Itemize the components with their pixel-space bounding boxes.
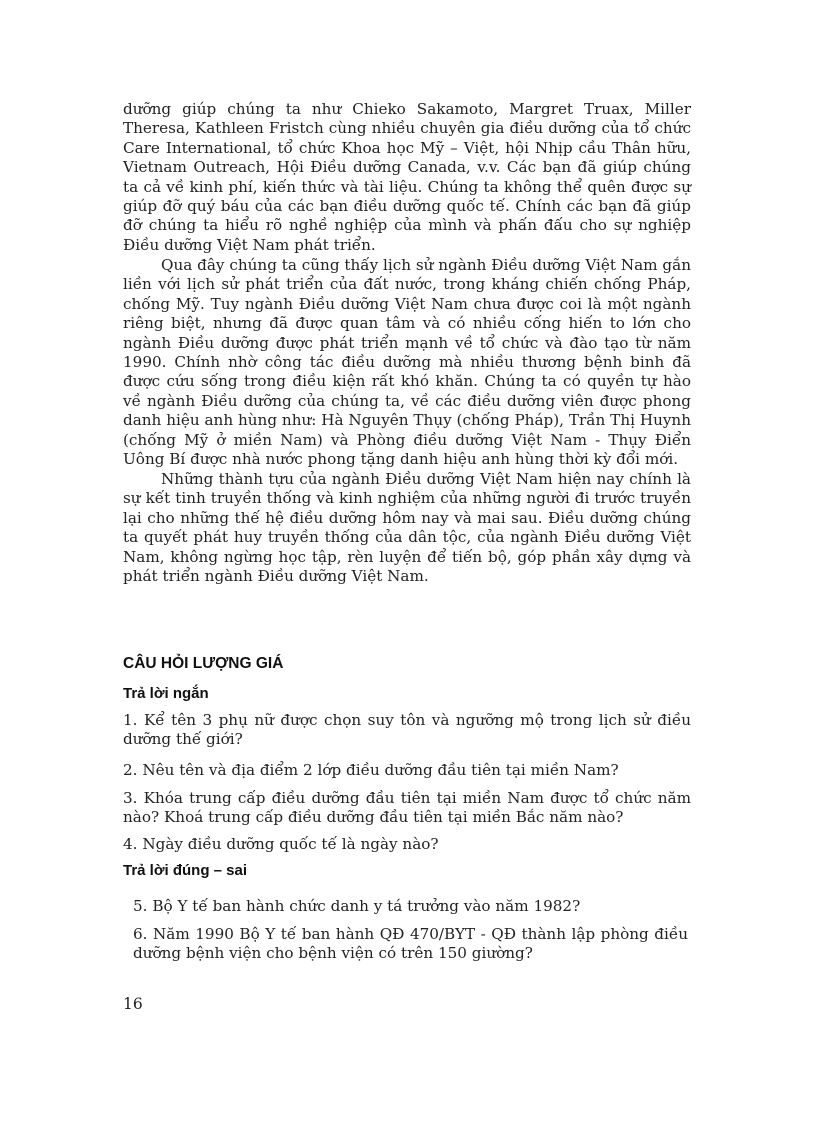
paragraph-international-support: dưỡng giúp chúng ta như Chieko Sakamoto, Margret Truax, Miller Theresa, Kathleen Fristch cùng nhiều chuyên gia điều dưỡng của tổ chức Care International, tổ chức Khoa học Mỹ – Việt, hội Nhịp cầu Thân hữu, Vietnam Outreach, Hội Điều dưỡng Canada, v.v. Các bạn đã giúp chúng ta cả về kinh phí, kiến thức và tài liệu. Chúng ta không thể quên được sự giúp đỡ quý báu của các bạn điều dưỡng quốc tế. Chính các bạn đã giúp đỡ chúng ta hiểu rõ nghề nghiệp của mình và phấn đấu cho sự nghiệp Điều dưỡng Việt Nam phát triển.: [123, 100, 691, 254]
question-2: 2. Nêu tên và địa điểm 2 lớp điều dưỡng đầu tiên tại miền Nam?: [123, 761, 619, 779]
review-questions-heading: CÂU HỎI LƯỢNG GIÁ: [123, 655, 284, 672]
paragraph-achievements: Những thành tựu của ngành Điều dưỡng Việt Nam hiện nay chính là sự kết tinh truyền thống và kinh nghiệm của những người đi trước truyền lại cho những thế hệ điều dưỡng hôm nay và mai sau. Điều dưỡng chúng ta quyết phát huy truyền thống của dân tộc, của ngành Điều dưỡng Việt Nam, không ngừng học tập, rèn luyện để tiến bộ, góp phần xây dựng và phát triển ngành Điều dưỡng Việt Nam.: [123, 470, 691, 586]
paragraph-history: Qua đây chúng ta cũng thấy lịch sử ngành Điều dưỡng Việt Nam gắn liền với lịch sử phát triển của đất nước, trong kháng chiến chống Pháp, chống Mỹ. Tuy ngành Điều dưỡng Việt Nam chưa được coi là một ngành riêng biệt, nhưng đã được quan tâm và có nhiều cống hiến to lớn cho ngành Điều dưỡng được phát triển mạnh về tổ chức và đào tạo từ năm 1990. Chính nhờ công tác điều dưỡng mà nhiều thương bệnh binh đã được cứu sống trong điều kiện rất khó khăn. Chúng ta có quyền tự hào về ngành Điều dưỡng của chúng ta, về các điều dưỡng viên được phong danh hiệu anh hùng như: Hà Nguyên Thụy (chống Pháp), Trần Thị Huynh (chống Mỹ ở miền Nam) và Phòng điều dưỡng Việt Nam - Thụy Điển Uông Bí được nhà nước phong tặng danh hiệu anh hùng thời kỳ đổi mới.: [123, 256, 691, 469]
page-number: 16: [123, 995, 143, 1013]
question-4: 4. Ngày điều dưỡng quốc tế là ngày nào?: [123, 835, 439, 853]
question-5: 5. Bộ Y tế ban hành chức danh y tá trưởng vào năm 1982?: [133, 897, 581, 915]
short-answer-heading: Trả lời ngắn: [123, 685, 209, 702]
question-1: 1. Kể tên 3 phụ nữ được chọn suy tôn và ngưỡng mộ trong lịch sử điều dưỡng thế giới?: [123, 711, 691, 749]
question-3: 3. Khóa trung cấp điều dưỡng đầu tiên tại miền Nam được tổ chức năm nào? Khoá trung cấp điều dưỡng đầu tiên tại miền Bắc năm nào?: [123, 789, 691, 827]
true-false-heading: Trả lời đúng – sai: [123, 862, 248, 879]
question-6: 6. Năm 1990 Bộ Y tế ban hành QĐ 470/BYT - QĐ thành lập phòng điều dưỡng bệnh viện cho bệnh viện có trên 150 giường?: [133, 925, 688, 963]
